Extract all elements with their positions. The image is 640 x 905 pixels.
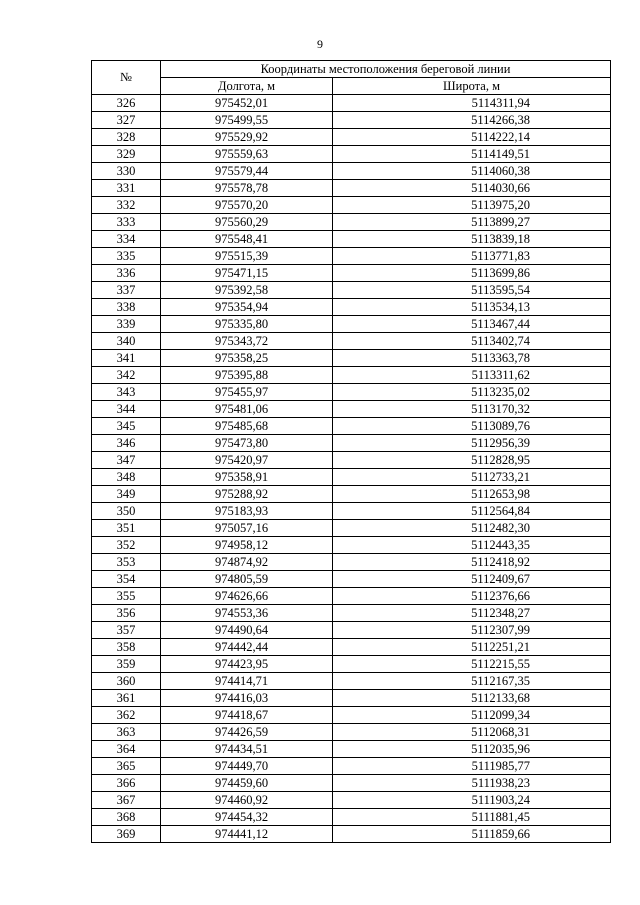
- header-coordinates-group: Координаты местоположения береговой линии: [161, 61, 611, 78]
- row-number: 369: [92, 826, 161, 843]
- table-row: [92, 146, 611, 163]
- row-number: 330: [92, 163, 161, 180]
- row-latitude: 5112443,35: [333, 537, 611, 554]
- row-latitude: 5112035,96: [333, 741, 611, 758]
- table-row: [92, 163, 611, 180]
- row-longitude: 974442,44: [161, 639, 333, 656]
- row-number: 345: [92, 418, 161, 435]
- row-longitude: 974490,64: [161, 622, 333, 639]
- row-longitude: 974449,70: [161, 758, 333, 775]
- row-latitude: 5112215,55: [333, 656, 611, 673]
- row-latitude: 5113975,20: [333, 197, 611, 214]
- row-longitude: 974553,36: [161, 605, 333, 622]
- row-longitude: 974414,71: [161, 673, 333, 690]
- row-number: 344: [92, 401, 161, 418]
- row-longitude: 975358,25: [161, 350, 333, 367]
- table-row: [92, 537, 611, 554]
- row-latitude: 5112376,66: [333, 588, 611, 605]
- row-latitude: 5112564,84: [333, 503, 611, 520]
- table-row: [92, 639, 611, 656]
- row-longitude: 974626,66: [161, 588, 333, 605]
- row-number: 339: [92, 316, 161, 333]
- table-row: [92, 520, 611, 537]
- table-row: [92, 690, 611, 707]
- row-number: 334: [92, 231, 161, 248]
- row-longitude: 974454,32: [161, 809, 333, 826]
- row-latitude: 5113899,27: [333, 214, 611, 231]
- row-longitude: 975515,39: [161, 248, 333, 265]
- row-longitude: 975473,80: [161, 435, 333, 452]
- row-latitude: 5112133,68: [333, 690, 611, 707]
- table-row: [92, 316, 611, 333]
- table-row: [92, 826, 611, 843]
- table-row: [92, 180, 611, 197]
- coordinates-table: [91, 60, 611, 843]
- row-number: 348: [92, 469, 161, 486]
- row-number: 367: [92, 792, 161, 809]
- row-latitude: 5114149,51: [333, 146, 611, 163]
- row-latitude: 5111903,24: [333, 792, 611, 809]
- row-longitude: 974441,12: [161, 826, 333, 843]
- table-row: [92, 724, 611, 741]
- row-longitude: 974874,92: [161, 554, 333, 571]
- row-number: 329: [92, 146, 161, 163]
- row-latitude: 5112307,99: [333, 622, 611, 639]
- row-latitude: 5112251,21: [333, 639, 611, 656]
- row-longitude: 975057,16: [161, 520, 333, 537]
- row-latitude: 5112482,30: [333, 520, 611, 537]
- row-number: 346: [92, 435, 161, 452]
- row-latitude: 5114311,94: [333, 95, 611, 112]
- row-longitude: 974434,51: [161, 741, 333, 758]
- row-latitude: 5112348,27: [333, 605, 611, 622]
- row-longitude: 974958,12: [161, 537, 333, 554]
- row-longitude: 975335,80: [161, 316, 333, 333]
- row-longitude: 975578,78: [161, 180, 333, 197]
- row-longitude: 975392,58: [161, 282, 333, 299]
- row-longitude: 975471,15: [161, 265, 333, 282]
- row-number: 353: [92, 554, 161, 571]
- header-row-group: [92, 61, 611, 78]
- row-longitude: 975485,68: [161, 418, 333, 435]
- row-number: 332: [92, 197, 161, 214]
- row-number: 326: [92, 95, 161, 112]
- row-number: 340: [92, 333, 161, 350]
- table-row: [92, 503, 611, 520]
- row-longitude: 975570,20: [161, 197, 333, 214]
- row-longitude: 975499,55: [161, 112, 333, 129]
- row-latitude: 5112409,67: [333, 571, 611, 588]
- row-latitude: 5113699,86: [333, 265, 611, 282]
- row-latitude: 5113534,13: [333, 299, 611, 316]
- row-longitude: 974418,67: [161, 707, 333, 724]
- row-longitude: 974805,59: [161, 571, 333, 588]
- table-row: [92, 486, 611, 503]
- row-number: 342: [92, 367, 161, 384]
- row-number: 338: [92, 299, 161, 316]
- row-number: 368: [92, 809, 161, 826]
- row-latitude: 5112653,98: [333, 486, 611, 503]
- row-longitude: 975343,72: [161, 333, 333, 350]
- row-longitude: 975559,63: [161, 146, 333, 163]
- row-longitude: 975452,01: [161, 95, 333, 112]
- row-longitude: 975354,94: [161, 299, 333, 316]
- row-latitude: 5114222,14: [333, 129, 611, 146]
- table-row: [92, 622, 611, 639]
- row-number: 362: [92, 707, 161, 724]
- row-number: 336: [92, 265, 161, 282]
- table-row: [92, 605, 611, 622]
- table-row: [92, 231, 611, 248]
- table-row: [92, 418, 611, 435]
- row-longitude: 974426,59: [161, 724, 333, 741]
- row-longitude: 975529,92: [161, 129, 333, 146]
- row-number: 335: [92, 248, 161, 265]
- row-number: 350: [92, 503, 161, 520]
- row-longitude: 975420,97: [161, 452, 333, 469]
- row-longitude: 975548,41: [161, 231, 333, 248]
- row-latitude: 5112099,34: [333, 707, 611, 724]
- table-row: [92, 299, 611, 316]
- row-latitude: 5113771,83: [333, 248, 611, 265]
- table-row: [92, 333, 611, 350]
- table-row: [92, 367, 611, 384]
- row-number: 363: [92, 724, 161, 741]
- row-longitude: 974423,95: [161, 656, 333, 673]
- row-latitude: 5111881,45: [333, 809, 611, 826]
- table-row: [92, 265, 611, 282]
- row-number: 327: [92, 112, 161, 129]
- row-latitude: 5113235,02: [333, 384, 611, 401]
- table-row: [92, 571, 611, 588]
- table-row: [92, 350, 611, 367]
- row-longitude: 975455,97: [161, 384, 333, 401]
- row-longitude: 975183,93: [161, 503, 333, 520]
- row-number: 361: [92, 690, 161, 707]
- row-latitude: 5114266,38: [333, 112, 611, 129]
- row-latitude: 5111985,77: [333, 758, 611, 775]
- table-row: [92, 384, 611, 401]
- row-number: 352: [92, 537, 161, 554]
- table-row: [92, 775, 611, 792]
- row-number: 365: [92, 758, 161, 775]
- row-number: 341: [92, 350, 161, 367]
- row-longitude: 974416,03: [161, 690, 333, 707]
- row-latitude: 5113402,74: [333, 333, 611, 350]
- table-row: [92, 112, 611, 129]
- table-row: [92, 469, 611, 486]
- table-row: [92, 554, 611, 571]
- row-latitude: 5112068,31: [333, 724, 611, 741]
- table-row: [92, 282, 611, 299]
- row-latitude: 5112956,39: [333, 435, 611, 452]
- row-number: 359: [92, 656, 161, 673]
- row-longitude: 975560,29: [161, 214, 333, 231]
- table-row: [92, 401, 611, 418]
- row-latitude: 5114030,66: [333, 180, 611, 197]
- page-number: 9: [317, 37, 323, 51]
- row-latitude: 5111938,23: [333, 775, 611, 792]
- row-longitude: 975395,88: [161, 367, 333, 384]
- table-row: [92, 214, 611, 231]
- row-latitude: 5112418,92: [333, 554, 611, 571]
- table-row: [92, 435, 611, 452]
- header-longitude: Долгота, м: [161, 78, 333, 95]
- row-number: 333: [92, 214, 161, 231]
- row-number: 337: [92, 282, 161, 299]
- row-longitude: 975579,44: [161, 163, 333, 180]
- row-number: 355: [92, 588, 161, 605]
- table-row: [92, 95, 611, 112]
- row-latitude: 5113363,78: [333, 350, 611, 367]
- row-latitude: 5112828,95: [333, 452, 611, 469]
- row-number: 356: [92, 605, 161, 622]
- row-number: 354: [92, 571, 161, 588]
- row-number: 347: [92, 452, 161, 469]
- header-latitude: Широта, м: [333, 78, 611, 95]
- row-number: 364: [92, 741, 161, 758]
- row-latitude: 5113170,32: [333, 401, 611, 418]
- row-latitude: 5111859,66: [333, 826, 611, 843]
- row-longitude: 975358,91: [161, 469, 333, 486]
- table-row: [92, 741, 611, 758]
- table-row: [92, 129, 611, 146]
- table-row: [92, 707, 611, 724]
- row-latitude: 5113595,54: [333, 282, 611, 299]
- row-number: 357: [92, 622, 161, 639]
- table-row: [92, 673, 611, 690]
- row-longitude: 975481,06: [161, 401, 333, 418]
- table-row: [92, 248, 611, 265]
- header-row-columns: [92, 78, 611, 95]
- row-number: 358: [92, 639, 161, 656]
- table-row: [92, 452, 611, 469]
- row-number: 351: [92, 520, 161, 537]
- row-number: 360: [92, 673, 161, 690]
- row-number: 343: [92, 384, 161, 401]
- table-row: [92, 792, 611, 809]
- row-longitude: 975288,92: [161, 486, 333, 503]
- row-latitude: 5112167,35: [333, 673, 611, 690]
- table-body: [92, 95, 611, 843]
- table-row: [92, 809, 611, 826]
- row-longitude: 974459,60: [161, 775, 333, 792]
- row-latitude: 5112733,21: [333, 469, 611, 486]
- row-latitude: 5113311,62: [333, 367, 611, 384]
- table-row: [92, 197, 611, 214]
- row-latitude: 5114060,38: [333, 163, 611, 180]
- table-row: [92, 758, 611, 775]
- row-number: 366: [92, 775, 161, 792]
- row-number: 349: [92, 486, 161, 503]
- table-header: [92, 61, 611, 95]
- row-number: 328: [92, 129, 161, 146]
- row-latitude: 5113467,44: [333, 316, 611, 333]
- table-row: [92, 588, 611, 605]
- row-number: 331: [92, 180, 161, 197]
- row-longitude: 974460,92: [161, 792, 333, 809]
- row-latitude: 5113839,18: [333, 231, 611, 248]
- table-row: [92, 656, 611, 673]
- header-number: №: [92, 61, 161, 95]
- row-latitude: 5113089,76: [333, 418, 611, 435]
